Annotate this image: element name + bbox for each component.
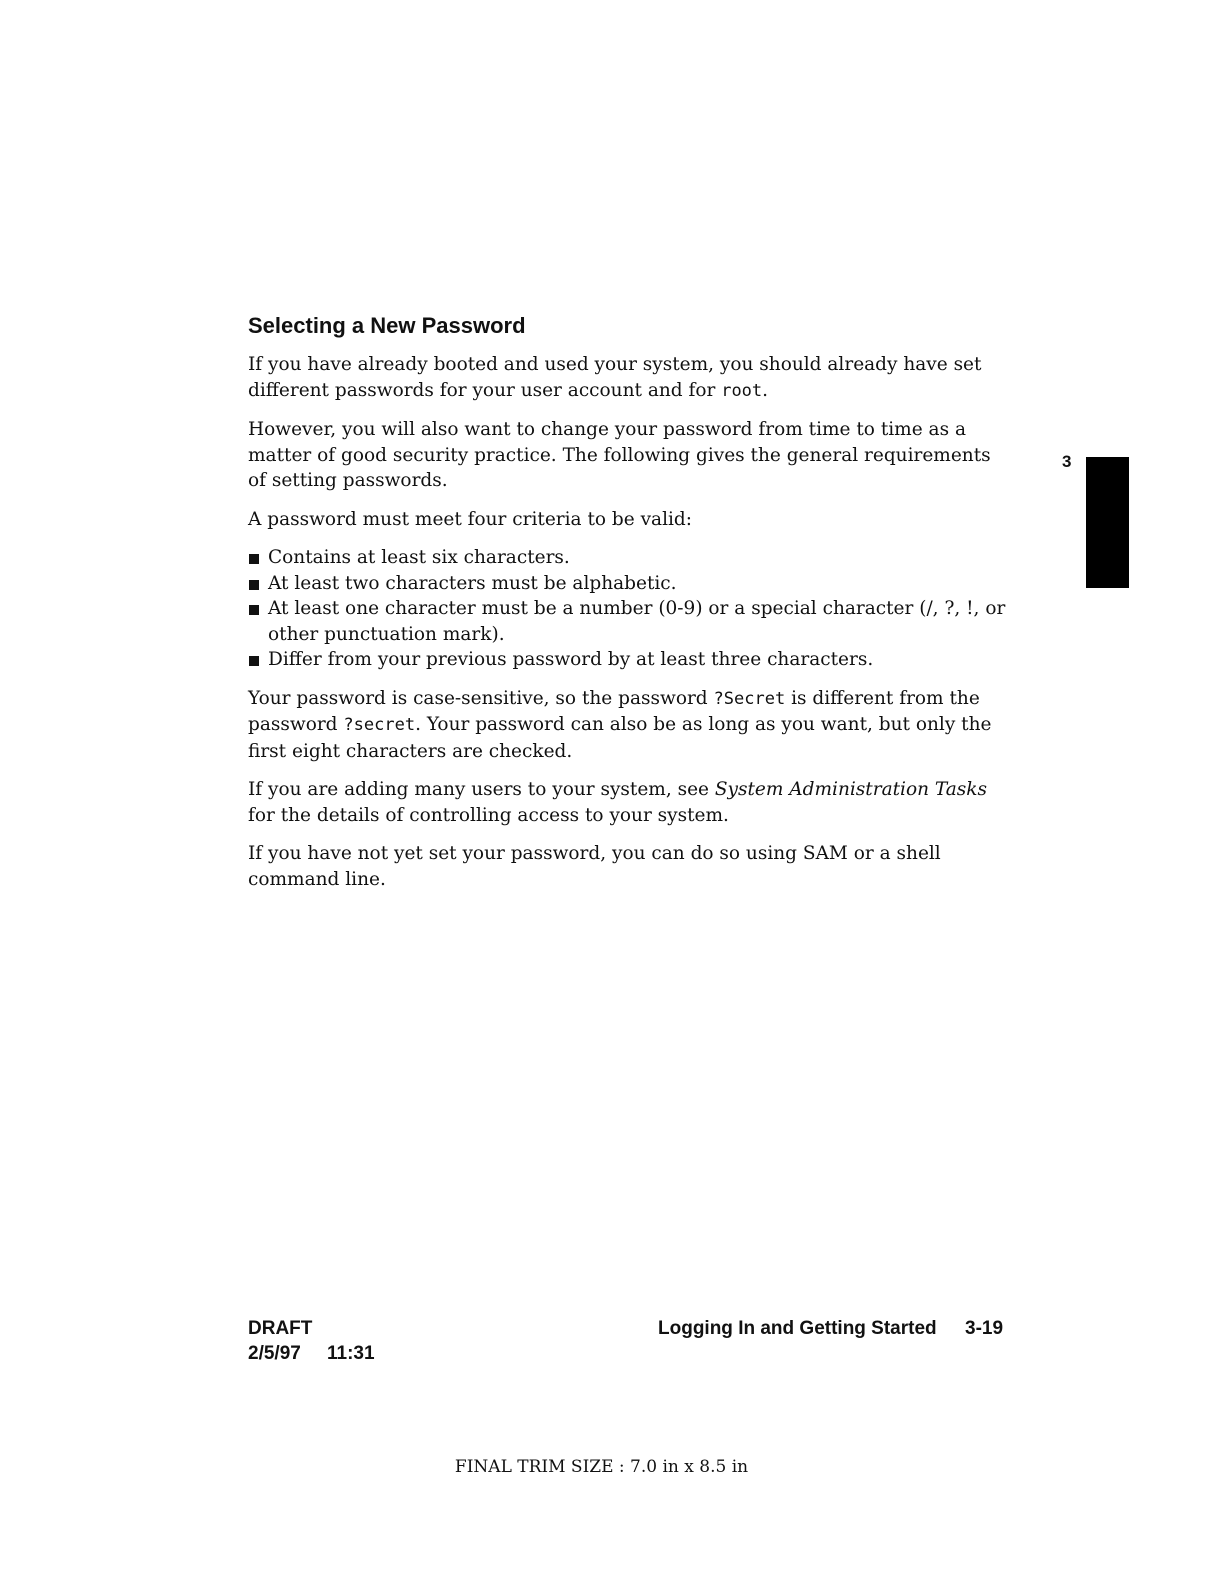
criteria-intro: A password must meet four criteria to be valid: (248, 508, 692, 530)
chapter-tab-marker (1086, 457, 1129, 588)
intro-paragraph (248, 352, 1008, 404)
sam-paragraph: If you have not yet set your password, you can do so using SAM or a shell command line. (248, 843, 941, 890)
section-heading: Selecting a New Password (248, 313, 526, 338)
case-text-mid: is different from the password (248, 687, 980, 735)
admin-paragraph (248, 777, 1008, 828)
criteria-item (248, 596, 1008, 647)
root-code: root (721, 380, 763, 401)
admin-text-end: for the details of controlling access to your system. (248, 804, 729, 826)
bullet-square-icon (249, 554, 259, 564)
bullet-square-icon (249, 656, 259, 666)
criteria-text: Contains at least six characters. (268, 547, 570, 568)
trim-size-note: FINAL TRIM SIZE : 7.0 in x 8.5 in (454, 1457, 749, 1477)
secret-code-upper: ?Secret (713, 688, 786, 709)
footer-page-number: 3-19 (965, 1318, 1004, 1339)
criteria-item (248, 647, 1008, 673)
bullet-square-icon (249, 580, 259, 590)
criteria-item (248, 545, 1008, 571)
criteria-text: At least two characters must be alphabetic. (268, 572, 677, 594)
footer-chapter-title: Logging In and Getting Started (658, 1318, 937, 1339)
criteria-text: At least one character must be a number (0-9) or a special character (/, ?, !, or other punctuation mark). (268, 598, 1006, 645)
footer-draft-label: DRAFT (248, 1318, 313, 1339)
intro-text: If you have already booted and used your system, you should already have set different passwords for your user account and for (248, 354, 982, 401)
footer-time: 11:31 (327, 1343, 375, 1364)
case-sensitive-paragraph (248, 686, 1008, 765)
book-title-reference: System Administration Tasks (714, 779, 988, 800)
admin-text: If you are adding many users to your system, see (248, 779, 715, 800)
secret-code-lower: ?secret (343, 715, 416, 735)
footer-date: 2/5/97 (248, 1343, 301, 1364)
body-content (248, 352, 1008, 905)
criteria-item (248, 571, 1008, 597)
criteria-text: Differ from your previous password by at least three characters. (268, 649, 874, 670)
case-text: Your password is case-sensitive, so the password (248, 687, 714, 709)
security-paragraph: However, you will also want to change your password from time to time as a matter of good security practice. The following gives the general requirements of setting passwords. (248, 419, 991, 491)
criteria-list (248, 545, 1008, 673)
bullet-square-icon (249, 605, 259, 615)
case-text-end: . Your password can also be as long as you want, but only the first eight characters are checked. (248, 714, 992, 762)
chapter-number: 3 (1062, 452, 1072, 471)
intro-text-end: . (762, 379, 769, 401)
